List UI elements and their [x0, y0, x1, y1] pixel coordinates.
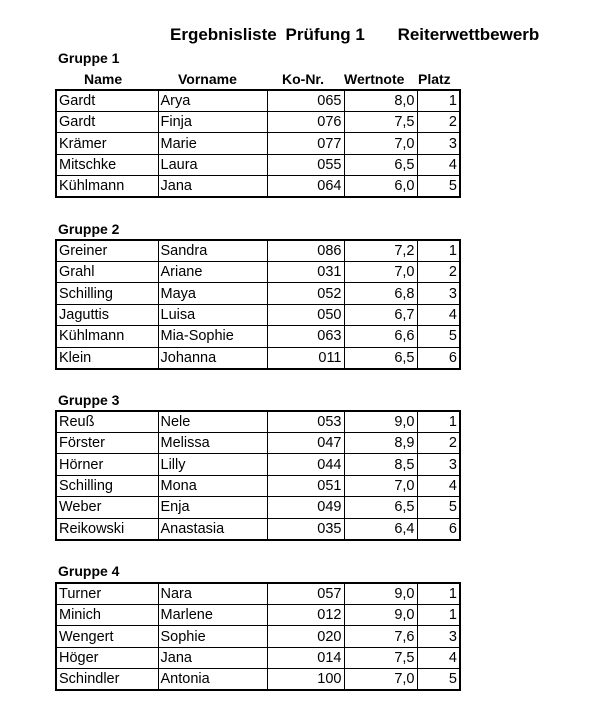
cell-konr: 063 — [267, 326, 344, 347]
table-row — [56, 347, 460, 369]
cell-konr: 051 — [267, 475, 344, 496]
cell-wertnote: 7,6 — [344, 626, 417, 647]
table-row — [56, 133, 460, 154]
cell-wertnote: 6,7 — [344, 304, 417, 325]
cell-vorname: Lilly — [158, 454, 267, 475]
table-row — [56, 262, 460, 283]
results-table-group-2 — [55, 239, 461, 370]
cell-platz: 5 — [417, 326, 460, 347]
cell-name: Mitschke — [56, 154, 158, 175]
cell-name: Minich — [56, 605, 158, 626]
cell-name: Gardt — [56, 112, 158, 133]
cell-wertnote: 8,9 — [344, 433, 417, 454]
cell-wertnote: 8,5 — [344, 454, 417, 475]
column-headers — [55, 71, 458, 89]
cell-name: Schindler — [56, 669, 158, 691]
results-table-group-3 — [55, 410, 461, 541]
cell-konr: 053 — [267, 411, 344, 433]
cell-konr: 086 — [267, 240, 344, 262]
cell-vorname: Antonia — [158, 669, 267, 691]
cell-vorname: Nele — [158, 411, 267, 433]
cell-vorname: Luisa — [158, 304, 267, 325]
cell-wertnote: 7,2 — [344, 240, 417, 262]
header-platz: Platz — [418, 71, 451, 87]
cell-name: Reikowski — [56, 518, 158, 540]
header-konr: Ko-Nr. — [282, 71, 324, 87]
cell-platz: 3 — [417, 283, 460, 304]
cell-vorname: Sophie — [158, 626, 267, 647]
cell-vorname: Mia-Sophie — [158, 326, 267, 347]
group-label-1: Gruppe 1 — [58, 50, 120, 66]
cell-name: Krämer — [56, 133, 158, 154]
cell-wertnote: 6,5 — [344, 154, 417, 175]
cell-wertnote: 7,0 — [344, 262, 417, 283]
cell-vorname: Anastasia — [158, 518, 267, 540]
cell-name: Wengert — [56, 626, 158, 647]
results-table-group-1 — [55, 89, 461, 198]
cell-vorname: Ariane — [158, 262, 267, 283]
cell-wertnote: 6,5 — [344, 497, 417, 518]
cell-vorname: Johanna — [158, 347, 267, 369]
cell-vorname: Marie — [158, 133, 267, 154]
results-table-group-4 — [55, 582, 461, 691]
cell-vorname: Finja — [158, 112, 267, 133]
cell-wertnote: 9,0 — [344, 411, 417, 433]
cell-wertnote: 7,0 — [344, 475, 417, 496]
cell-konr: 076 — [267, 112, 344, 133]
cell-konr: 064 — [267, 176, 344, 198]
cell-konr: 050 — [267, 304, 344, 325]
cell-vorname: Nara — [158, 583, 267, 605]
cell-platz: 5 — [417, 176, 460, 198]
cell-name: Turner — [56, 583, 158, 605]
table-row — [56, 304, 460, 325]
cell-platz: 3 — [417, 454, 460, 475]
table-row — [56, 154, 460, 175]
cell-konr: 052 — [267, 283, 344, 304]
cell-vorname: Jana — [158, 647, 267, 668]
cell-platz: 2 — [417, 262, 460, 283]
group-label-2: Gruppe 2 — [58, 221, 120, 237]
table-row — [56, 411, 460, 433]
cell-name: Hörner — [56, 454, 158, 475]
table-row — [56, 454, 460, 475]
cell-name: Klein — [56, 347, 158, 369]
cell-platz: 2 — [417, 433, 460, 454]
cell-platz: 1 — [417, 411, 460, 433]
table-row — [56, 518, 460, 540]
cell-vorname: Sandra — [158, 240, 267, 262]
document-title — [170, 25, 539, 45]
cell-platz: 4 — [417, 647, 460, 668]
cell-vorname: Maya — [158, 283, 267, 304]
cell-name: Schilling — [56, 283, 158, 304]
cell-konr: 100 — [267, 669, 344, 691]
cell-vorname: Marlene — [158, 605, 267, 626]
cell-platz: 4 — [417, 154, 460, 175]
cell-name: Schilling — [56, 475, 158, 496]
cell-wertnote: 8,0 — [344, 90, 417, 112]
cell-wertnote: 6,4 — [344, 518, 417, 540]
cell-platz: 1 — [417, 90, 460, 112]
cell-name: Jaguttis — [56, 304, 158, 325]
table-row — [56, 475, 460, 496]
cell-platz: 6 — [417, 518, 460, 540]
title-list: Ergebnisliste — [170, 25, 277, 44]
table-row — [56, 326, 460, 347]
cell-name: Kühlmann — [56, 176, 158, 198]
title-competition: Reiterwettbewerb — [397, 25, 540, 44]
cell-wertnote: 7,0 — [344, 133, 417, 154]
cell-wertnote: 7,0 — [344, 669, 417, 691]
table-row — [56, 497, 460, 518]
cell-platz: 5 — [417, 669, 460, 691]
cell-wertnote: 6,6 — [344, 326, 417, 347]
cell-name: Grahl — [56, 262, 158, 283]
cell-platz: 3 — [417, 133, 460, 154]
cell-vorname: Jana — [158, 176, 267, 198]
cell-wertnote: 7,5 — [344, 112, 417, 133]
title-exam: Prüfung 1 — [285, 25, 365, 44]
cell-name: Kühlmann — [56, 326, 158, 347]
cell-vorname: Arya — [158, 90, 267, 112]
cell-name: Höger — [56, 647, 158, 668]
cell-konr: 014 — [267, 647, 344, 668]
cell-vorname: Melissa — [158, 433, 267, 454]
table-row — [56, 90, 460, 112]
cell-platz: 1 — [417, 605, 460, 626]
cell-konr: 065 — [267, 90, 344, 112]
cell-platz: 3 — [417, 626, 460, 647]
cell-wertnote: 9,0 — [344, 583, 417, 605]
cell-konr: 020 — [267, 626, 344, 647]
cell-konr: 035 — [267, 518, 344, 540]
cell-konr: 049 — [267, 497, 344, 518]
cell-konr: 011 — [267, 347, 344, 369]
table-row — [56, 433, 460, 454]
header-name: Name — [84, 71, 123, 87]
cell-platz: 6 — [417, 347, 460, 369]
cell-platz: 4 — [417, 304, 460, 325]
table-row — [56, 626, 460, 647]
cell-konr: 031 — [267, 262, 344, 283]
cell-wertnote: 6,8 — [344, 283, 417, 304]
cell-name: Förster — [56, 433, 158, 454]
cell-wertnote: 6,0 — [344, 176, 417, 198]
cell-platz: 5 — [417, 497, 460, 518]
cell-konr: 044 — [267, 454, 344, 475]
header-wertnote: Wertnote — [344, 71, 405, 87]
table-row — [56, 669, 460, 691]
cell-konr: 055 — [267, 154, 344, 175]
cell-name: Reuß — [56, 411, 158, 433]
cell-vorname: Laura — [158, 154, 267, 175]
table-row — [56, 647, 460, 668]
cell-platz: 1 — [417, 240, 460, 262]
cell-platz: 1 — [417, 583, 460, 605]
group-label-3: Gruppe 3 — [58, 392, 120, 408]
cell-konr: 057 — [267, 583, 344, 605]
cell-konr: 047 — [267, 433, 344, 454]
cell-name: Greiner — [56, 240, 158, 262]
cell-vorname: Enja — [158, 497, 267, 518]
header-vorname: Vorname — [178, 71, 237, 87]
cell-konr: 012 — [267, 605, 344, 626]
table-row — [56, 583, 460, 605]
cell-vorname: Mona — [158, 475, 267, 496]
table-row — [56, 176, 460, 198]
cell-wertnote: 7,5 — [344, 647, 417, 668]
cell-name: Weber — [56, 497, 158, 518]
table-row — [56, 605, 460, 626]
cell-wertnote: 9,0 — [344, 605, 417, 626]
cell-name: Gardt — [56, 90, 158, 112]
group-label-4: Gruppe 4 — [58, 563, 120, 579]
table-row — [56, 283, 460, 304]
cell-konr: 077 — [267, 133, 344, 154]
table-row — [56, 240, 460, 262]
table-row — [56, 112, 460, 133]
cell-wertnote: 6,5 — [344, 347, 417, 369]
cell-platz: 4 — [417, 475, 460, 496]
cell-platz: 2 — [417, 112, 460, 133]
